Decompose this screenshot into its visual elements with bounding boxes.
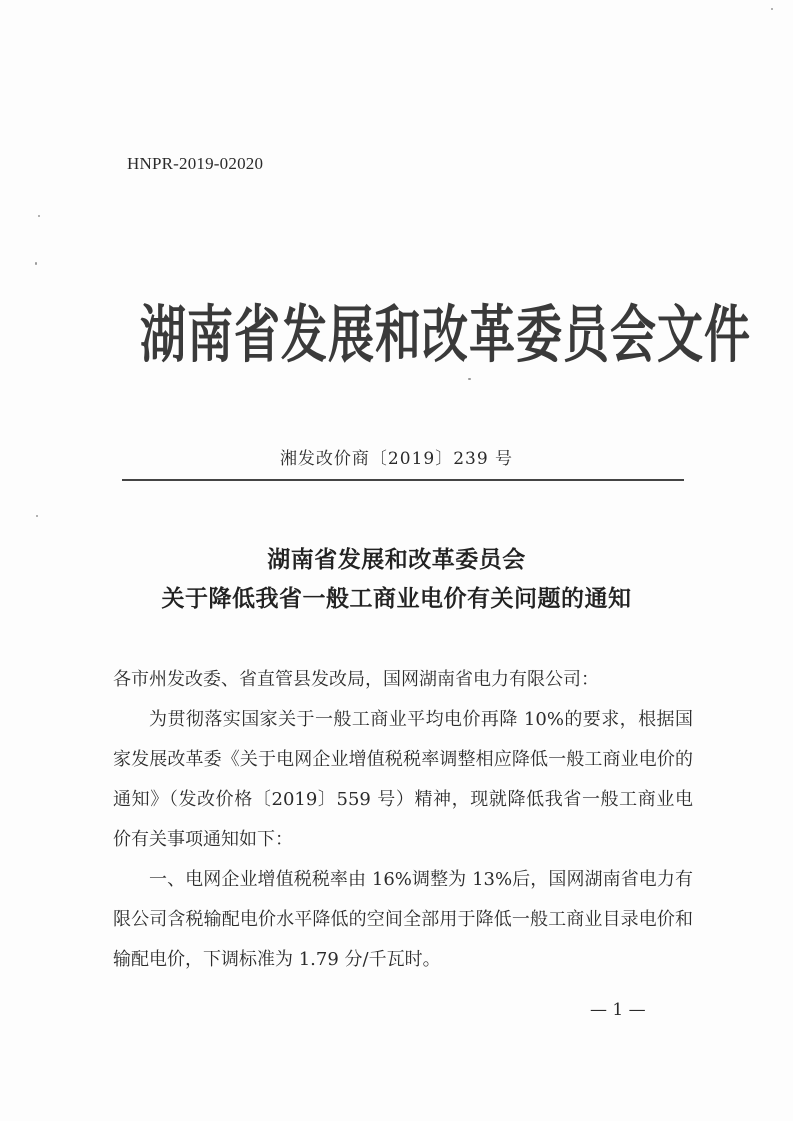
scan-speck xyxy=(468,378,471,380)
header-divider xyxy=(122,479,684,481)
scan-speck xyxy=(38,215,40,217)
document-number: 湘发改价商〔2019〕239 号 xyxy=(279,449,514,469)
notice-body xyxy=(113,660,693,980)
body-paragraph-1: 为贯彻落实国家关于一般工商业平均电价再降 10%的要求，根据国家发展改革委《关于电网企业增值税税率调整相应降低一般工商业电价的通知》（发改价格〔2019〕559 号）精神，现就降低我省一般工商业电价有关事项通知如下： xyxy=(113,709,693,850)
scan-speck xyxy=(771,8,773,10)
notice-title-line-1: 湖南省发展和改革委员会 xyxy=(267,547,526,573)
issuer-heading: 湖南省发展和改革委员会文件 xyxy=(140,298,751,372)
notice-title-line-2: 关于降低我省一般工商业电价有关问题的通知 xyxy=(161,586,632,612)
scan-speck xyxy=(36,515,38,517)
document-code: HNPR-2019-02020 xyxy=(127,154,264,173)
scan-speck xyxy=(35,262,37,265)
salutation: 各市州发改委、省直管县发改局，国网湖南省电力有限公司： xyxy=(113,669,599,690)
body-paragraph-2: 一、电网企业增值税税率由 16%调整为 13%后，国网湖南省电力有限公司含税输配电价水平降低的空间全部用于降低一般工商业目录电价和输配电价，下调标准为 1.79 分/千瓦时。 xyxy=(113,869,693,970)
page-number: — 1 — xyxy=(590,1000,646,1020)
